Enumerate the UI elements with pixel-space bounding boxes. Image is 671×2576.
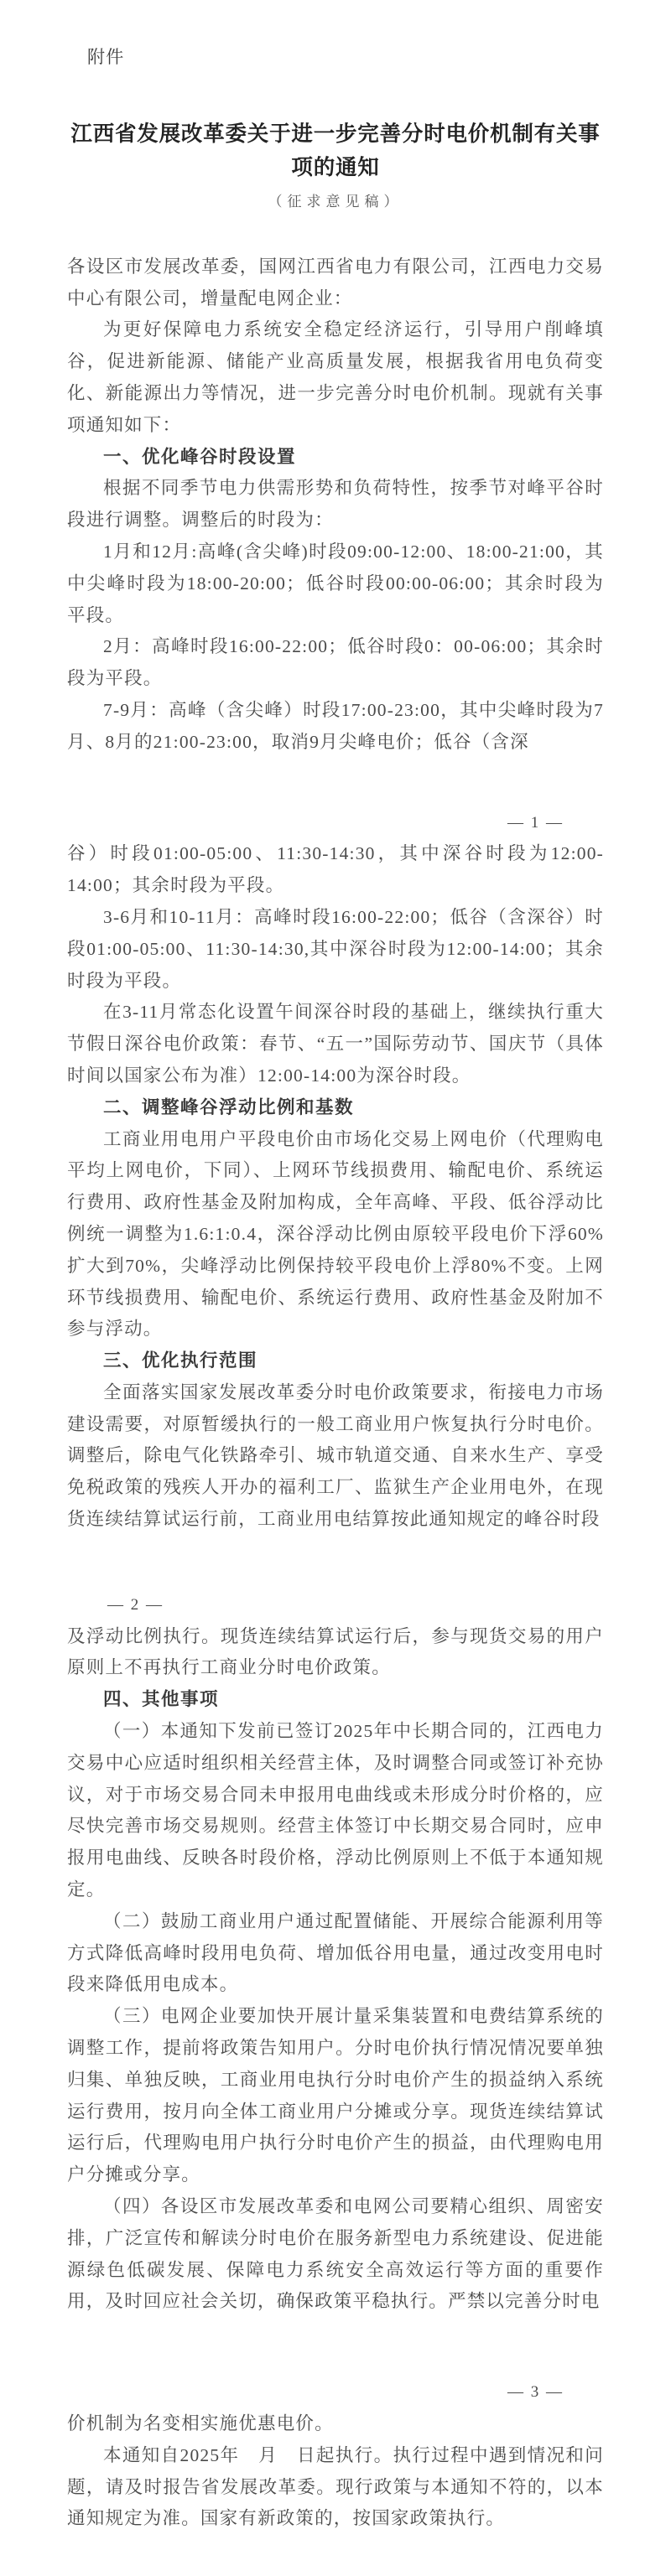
section-heading-2: 二、调整峰谷浮动比例和基数 xyxy=(103,1096,355,1117)
paragraph: 全面落实国家发展改革委分时电价政策要求，衔接电力市场建设需要，对原暂缓执行的一般工商业用户恢复执行分时电价。调整后，除电气化铁路牵引、城市轨道交通、自来水生产、享受免税政策的残疾人开办的福利工厂、监狱生产企业用电外，在现货连续结算试运行前，工商业用电结算按此通知规定的峰谷时段 xyxy=(67,1381,604,1530)
document-title: 江西省发展改革委关于进一步完善分时电价机制有关事项的通知 xyxy=(70,121,601,179)
paragraph: 3-6月和10-11月：高峰时段16:00-22:00；低谷（含深谷）时段01:00-05:00、11:30-14:30,其中深谷时段为12:00-14:00；其余时段为平段。 xyxy=(67,906,604,991)
page-number-3: — 3 — xyxy=(507,2383,564,2402)
section-heading-1: 一、优化峰谷时段设置 xyxy=(103,446,297,467)
paragraph-continuation: 价机制为名变相实施优惠电价。 xyxy=(67,2413,334,2433)
paragraph: 7-9月：高峰（含尖峰）时段17:00-23:00，其中尖峰时段为7月、8月的21:00-23:00，取消9月尖峰电价；低谷（含深 xyxy=(67,699,604,752)
paragraph: （二）鼓励工商业用户通过配置储能、开展综合能源利用等方式降低高峰时段用电负荷、增加低谷用电量，通过改变用电时段来降低用电成本。 xyxy=(67,1910,604,1995)
paragraph: 在3-11月常态化设置午间深谷时段的基础上，继续执行重大节假日深谷电价政策：春节、“五一”国际劳动节、国庆节（具体时间以国家公布为准）12:00-14:00为深谷时段。 xyxy=(67,1002,604,1086)
paragraph: 2月：高峰时段16:00-22:00；低谷时段0：00-06:00；其余时段为平段。 xyxy=(67,636,604,689)
document-subtitle: （征求意见稿） xyxy=(268,193,403,210)
page-number-1: — 1 — xyxy=(507,813,564,832)
page-number-2: — 2 — xyxy=(107,1595,164,1614)
paragraph: 1月和12月:高峰(含尖峰)时段09:00-12:00、18:00-21:00，其中尖峰时段为18:00-20:00；低谷时段00:00-06:00；其余时段为平段。 xyxy=(67,541,604,625)
paragraph-closing: 本通知自2025年 月 日起执行。执行过程中遇到情况和问题，请及时报告省发展改革委。现行政策与本通知不符的，以本通知规定为准。国家有新政策的，按国家政策执行。 xyxy=(67,2444,604,2529)
paragraph-intro: 为更好保障电力系统安全稳定经济运行，引导用户削峰填谷，促进新能源、储能产业高质量发展，根据我省用电负荷变化、新能源出力等情况，进一步完善分时电价机制。现就有关事项通知如下： xyxy=(67,319,604,435)
paragraph: （一）本通知下发前已签订2025年中长期合同的，江西电力交易中心应适时组织相关经营主体，及时调整合同或签订补充协议，对于市场交易合同未申报用电曲线或未形成分时价格的，应尽快完善市场交易规则。经营主体签订中长期交易合同时，应申报用电曲线、反映各时段价格，浮动比例原则上不低于本通知规定。 xyxy=(67,1721,604,1900)
paragraph: （四）各设区市发展改革委和电网公司要精心组织、周密安排，广泛宣传和解读分时电价在服务新型电力系统建设、促进能源绿色低碳发展、保障电力系统安全高效运行等方面的重要作用，及时回应社会关切，确保政策平稳执行。严禁以完善分时电 xyxy=(67,2196,604,2312)
paragraph: 根据不同季节电力供需形势和负荷特性，按季节对峰平谷时段进行调整。调整后的时段为： xyxy=(67,478,604,531)
paragraph-continuation: 谷）时段01:00-05:00、11:30-14:30，其中深谷时段为12:00-14:00；其余时段为平段。 xyxy=(67,843,604,896)
section-heading-4: 四、其他事项 xyxy=(103,1689,220,1710)
section-heading-3: 三、优化执行范围 xyxy=(103,1350,258,1371)
paragraph: （三）电网企业要加快开展计量采集装置和电费结算系统的调整工作，提前将政策告知用户。分时电价执行情况情况要单独归集、单独反映，工商业用电执行分时电价产生的损益纳入系统运行费用，按月向全体工商业用户分摊或分享。现货连续结算试运行后，代理购电用户执行分时电价产生的损益，由代理购电用户分摊或分享。 xyxy=(67,2006,604,2185)
salutation: 各设区市发展改革委，国网江西省电力有限公司，江西电力交易中心有限公司，增量配电网企业： xyxy=(67,256,604,308)
attachment-label: 附件 xyxy=(87,48,125,67)
paragraph: 工商业用电用户平段电价由市场化交易上网电价（代理购电平均上网电价，下同）、上网环节线损费用、输配电价、系统运行费用、政府性基金及附加构成，全年高峰、平段、低谷浮动比例统一调整为1.6:1:0.4，深谷浮动比例由原较平段电价下浮60%扩大到70%，尖峰浮动比例保持较平段电价上浮80%不变。上网环节线损费用、输配电价、系统运行费用、政府性基金及附加不参与浮动。 xyxy=(67,1128,604,1340)
paragraph-continuation: 及浮动比例执行。现货连续结算试运行后，参与现货交易的用户原则上不再执行工商业分时电价政策。 xyxy=(67,1625,604,1678)
